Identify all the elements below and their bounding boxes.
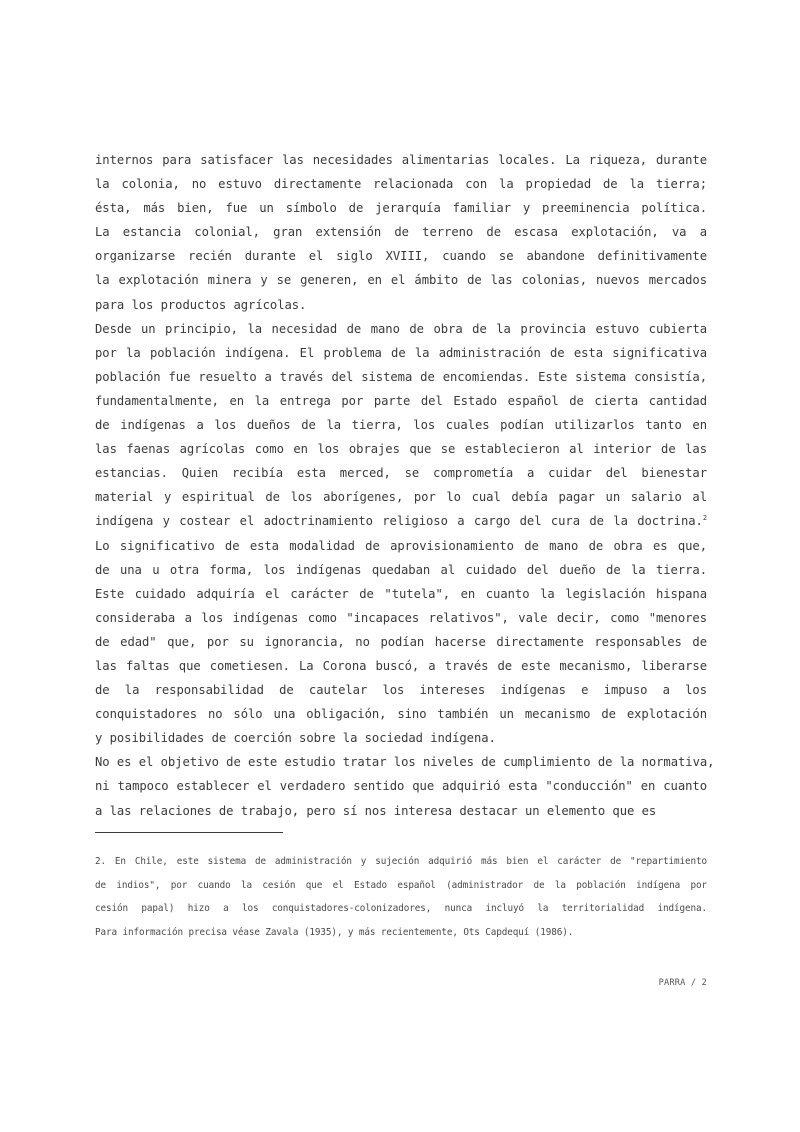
text-line-content: Este cuidado adquiría el carácter de "tutela", en cuanto la legislación hispana: [95, 586, 707, 601]
text-line-content: por la población indígena. El problema de la administración de esta significativa: [95, 345, 707, 360]
text-line: [95, 799, 707, 823]
text-line: [95, 654, 707, 678]
footnote-line: Para información precisa véase Zavala (1935), y más recientemente, Ots Capdequí (1986).: [95, 926, 574, 938]
text-line-content: y posibilidades de coerción sobre la sociedad indígena.: [95, 731, 496, 746]
text-line-content: consideraba a los indígenas como "incapaces relativos", vale decir, como "menores: [95, 610, 707, 625]
footnote-line: cesión papal) hizo a los conquistadores-colonizadores, nunca incluyó la territorialidad indígena.: [95, 903, 707, 914]
text-line-content: organizarse recién durante el siglo XVIII, cuando se abandone definitivamente: [95, 249, 707, 264]
text-line: [95, 606, 707, 630]
text-line: [95, 582, 707, 606]
text-line: [95, 509, 707, 533]
text-line: [95, 678, 707, 702]
text-line-content: ésta, más bien, fue un símbolo de jerarquía familiar y preeminencia política.: [95, 201, 707, 216]
text-line-content: de edad" que, por su ignorancia, no podían hacerse directamente responsables de: [95, 634, 707, 649]
text-line-content: estancias. Quien recibía esta merced, se comprometía a cuidar del bienestar: [95, 466, 707, 481]
text-line: [95, 293, 707, 317]
text-line-content: No es el objetivo de este estudio tratar los niveles de cumplimiento de la normativa,: [95, 755, 715, 770]
text-line-content: para los productos agrícolas.: [95, 297, 307, 312]
text-line: [95, 534, 707, 558]
text-line-content: las faltas que cometiesen. La Corona buscó, a través de este mecanismo, liberarse: [95, 658, 707, 673]
text-line: [95, 389, 707, 413]
text-line-content: a las relaciones de trabajo, pero sí nos interesa destacar un elemento que es: [95, 803, 657, 818]
text-line-content: ni tampoco establecer el verdadero sentido que adquirió esta "conducción" en cuanto: [95, 779, 707, 794]
text-line: [95, 630, 707, 654]
text-line: [95, 148, 707, 172]
text-line: [95, 220, 707, 244]
body-text: [95, 148, 715, 823]
text-line-content: fundamentalmente, en la entrega por parte del Estado español de cierta cantidad: [95, 393, 707, 408]
page-number: PARRA / 2: [658, 978, 707, 988]
text-line: [95, 341, 707, 365]
text-line: [95, 485, 707, 509]
text-line: [95, 196, 707, 220]
footnote-separator: [95, 832, 283, 833]
text-line: [95, 365, 707, 389]
text-line: [95, 244, 707, 268]
text-line-content: Lo significativo de esta modalidad de aprovisionamiento de mano de obra es que,: [95, 538, 707, 553]
text-line-content: Desde un principio, la necesidad de mano de obra de la provincia estuvo cubierta: [95, 321, 707, 336]
text-line-content: la explotación minera y se generen, en el ámbito de las colonias, nuevos mercados: [95, 273, 707, 288]
text-line: [95, 461, 707, 485]
text-line: [95, 558, 707, 582]
footnote-line: de indios", por cuando la cesión que el Estado español (administrador de la población indígena por: [95, 879, 707, 891]
text-line-content: de indígenas a los dueños de la tierra, los cuales podían utilizarlos tanto en: [95, 418, 707, 433]
text-line-content: de la responsabilidad de cautelar los intereses indígenas e impuso a los: [95, 683, 707, 698]
text-line-content: la colonia, no estuvo directamente relacionada con la propiedad de la tierra;: [95, 177, 707, 192]
text-line: [95, 750, 715, 774]
text-line-content: indígena y costear el adoctrinamiento religioso a cargo del cura de la doctrina.: [95, 514, 703, 529]
text-line: [95, 702, 707, 726]
footnote: [95, 850, 707, 944]
text-line: [95, 317, 707, 341]
text-line-content: las faenas agrícolas como en los obrajes que se establecieron al interior de las: [95, 442, 707, 457]
text-line-content: población fue resuelto a través del sistema de encomiendas. Este sistema consistía,: [95, 369, 707, 384]
footnote-line: 2. En Chile, este sistema de administración y sujeción adquirió más bien el carácter de "repartimiento: [95, 856, 707, 867]
footnote-marker[interactable]: 2: [702, 514, 707, 523]
text-line-content: de una u otra forma, los indígenas quedaban al cuidado del dueño de la tierra.: [95, 562, 707, 577]
text-line: [95, 774, 707, 798]
text-line: [95, 437, 707, 461]
text-line: [95, 268, 707, 292]
text-line: [95, 413, 707, 437]
text-line-content: La estancia colonial, gran extensión de terreno de escasa explotación, va a: [95, 225, 707, 240]
text-line-content: internos para satisfacer las necesidades alimentarias locales. La riqueza, durante: [95, 153, 707, 167]
text-line-content: conquistadores no sólo una obligación, sino también un mecanismo de explotación: [95, 707, 707, 722]
text-line: [95, 172, 707, 196]
text-line-content: material y espiritual de los aborígenes, por lo cual debía pagar un salario al: [95, 490, 707, 505]
text-line: [95, 726, 707, 750]
